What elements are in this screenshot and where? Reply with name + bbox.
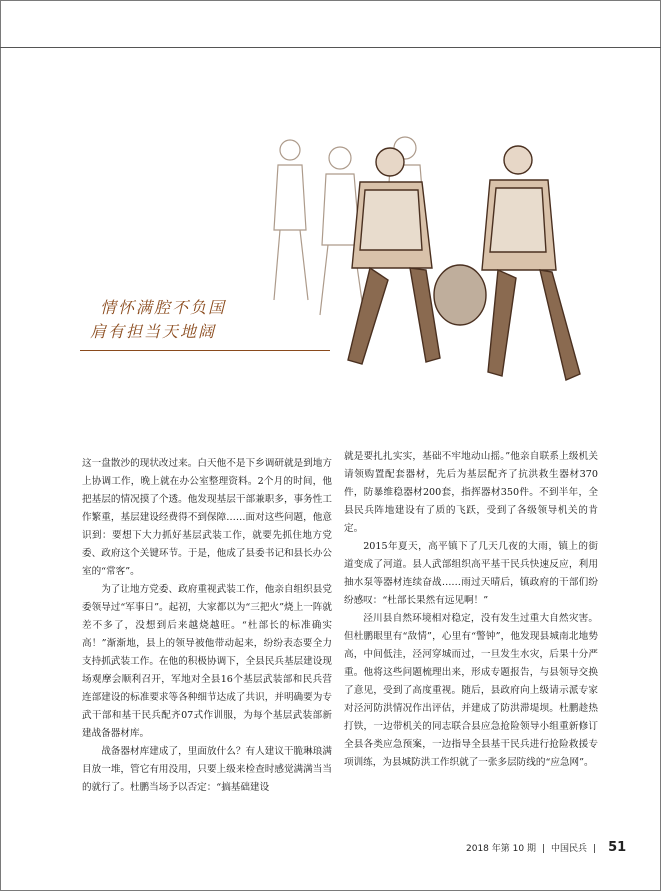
pullquote [90,296,340,344]
issue-label: 2018 年第 10 期 [466,844,536,854]
pullquote-line-1: 情怀满腔不负国 [100,298,227,317]
paragraph: 2015年夏天，高平镇下了几天几夜的大雨，镇上的街道变成了河道。县人武部组织高平基干民兵快速反应，利用抽水泵等器材连续奋战……雨过天晴后，镇政府的干部们纷纷感叹：“杜部长果然有远见啊！” [344,541,598,606]
magazine-name: 中国民兵 [551,844,588,854]
pullquote-line-2: 肩有担当天地阔 [90,322,217,341]
paragraph: 这一盘散沙的现状改过来。白天他不是下乡调研就是到地方上协调工作，晚上就在办公室整理资料。2个月的时间，他把基层的情况摸了个透。他发现基层干部兼职多，事务性工作繁重，基层建设经费得不到保障……面对这些问题，他意识到：要想下大力抓好基层武装工作，就要先抓住地方党委、政府这个关键环节。于是，他成了县委书记和县长办公室的“常客”。 [82,458,332,577]
paragraph: 就是要扎扎实实，基础不牢地动山摇。”他亲自联系上级机关请领购置配套器材，先后为基层配齐了抗洪救生器材370件，防暴维稳器材200套，指挥器材350件。不到半年，全县民兵阵地建设有了质的飞跃，受到了各级领导机关的肯定。 [344,451,598,534]
paragraph: 泾川县自然环境相对稳定，没有发生过重大自然灾害。但杜鹏眼里有“敌情”，心里有“警钟”，他发现县城南北地势高，中间低洼，泾河穿城而过，一旦发生水灾，后果十分严重。他将这些问题梳理出来，形成专题报告，与县领导交换了意见，受到了高度重视。随后，县政府向上级请示派专家对泾河防洪情况作出评估，并建成了防洪滞堤坝。杜鹏趁热打铁，一边带机关的同志联合县应急抢险领导小组重新修订全县各类应急预案，一边指导全县基干民兵进行抢险救援专项训练，为县城防洪工作织就了一张多层防线的“应急网”。 [344,613,598,768]
soldiers-illustration [250,110,590,410]
header-rule [0,47,661,48]
page-footer: 2018 年第 10 期 | 中国民兵 | 51 [466,840,627,855]
pullquote-rule [80,350,330,351]
paragraph: 战备器材库建成了，里面放什么？有人建议干脆琳琅满目放一堆，管它有用没用，只要上级来检查时感觉满满当当的就行了。杜鹏当场予以否定：“搞基础建设 [82,746,332,793]
body-column-left [82,455,332,797]
body-column-right [344,448,598,772]
paragraph: 为了让地方党委、政府重视武装工作，他亲自组织县党委领导过“军事日”。起初，大家都以为“三把火”烧上一阵就差不多了，没想到后来越烧越旺。“杜部长的标准确实高！”渐渐地，县上的领导被他带动起来，纷纷表态要全力支持抓武装工作。在他的积极协调下，全县民兵基层建设现场观摩会顺利召开，军地对全县16个基层武装部和民兵营连部建设的标准要求等各种细节达成了共识，并明确要为专武干部和基干民兵配齐07式作训服，为每个基层武装部新建战备器材库。 [82,584,332,739]
page-number: 51 [608,840,627,855]
